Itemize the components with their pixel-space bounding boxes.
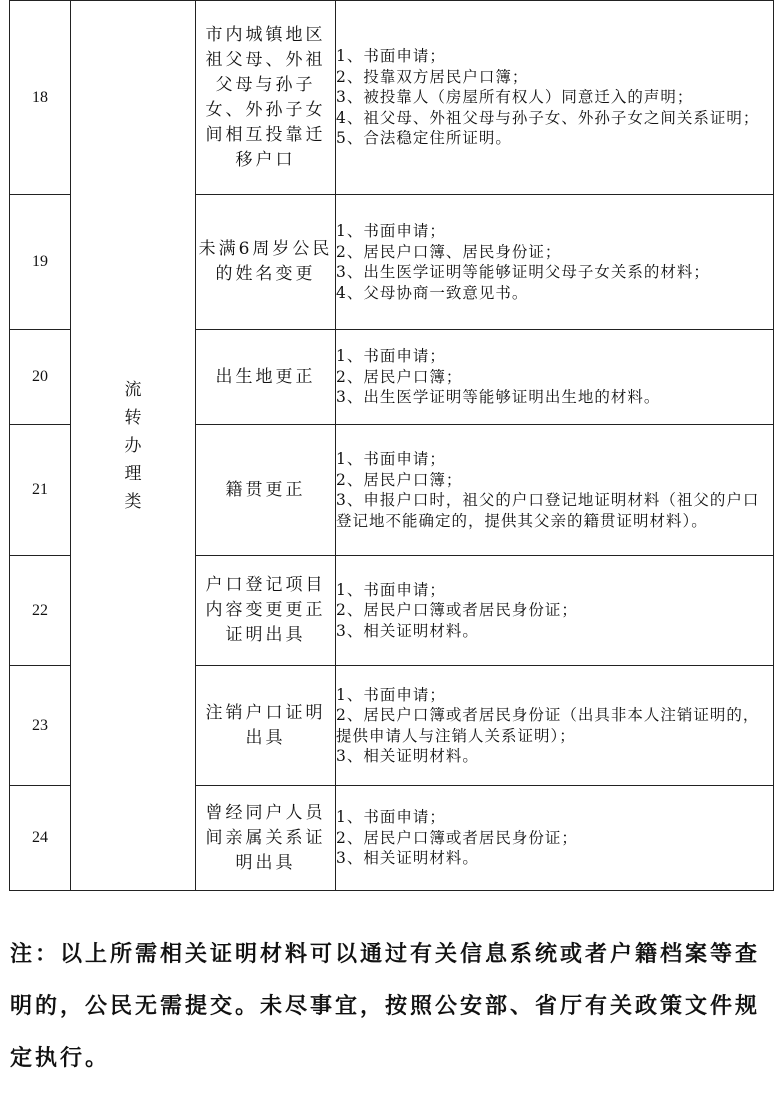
material-line: 5、合法稳定住所证明。 — [336, 129, 512, 148]
table-row — [10, 1, 774, 195]
policy-table — [9, 0, 774, 891]
item-cell — [196, 786, 336, 891]
item-cell — [196, 1, 336, 195]
item-name: 籍贯更正 — [225, 479, 306, 500]
material-line: 3、被投靠人（房屋所有权人）同意迁入的声明； — [336, 88, 694, 107]
row-number: 22 — [10, 556, 71, 666]
material-line: 1、书面申请； — [336, 685, 446, 704]
footnote: 注：以上所需相关证明材料可以通过有关信息系统或者户籍档案等查明的，公民无需提交。未尽事宜，按照公安部、省厅有关政策文件规定执行。 — [10, 941, 761, 1071]
material-line: 2、居民户口簿、居民身份证； — [336, 242, 562, 261]
material-line: 1、书面申请； — [336, 222, 446, 240]
material-line: 4、父母协商一致意见书。 — [336, 283, 529, 302]
material-line: 2、居民户口簿； — [336, 367, 463, 386]
material-line: 1、书面申请； — [336, 450, 446, 468]
item-name: 户口登记项目内容变更更正证明出具 — [205, 575, 326, 645]
material-line: 2、投靠双方居民户口簿； — [336, 67, 529, 86]
row-number: 24 — [10, 786, 71, 891]
material-line: 2、居民户口簿或者居民身份证； — [336, 601, 578, 620]
materials-cell — [336, 556, 774, 666]
materials-cell — [336, 425, 774, 556]
materials-cell — [336, 1, 774, 195]
item-cell — [196, 330, 336, 425]
material-line: 3、出生医学证明等能够证明父母子女关系的材料； — [336, 263, 710, 281]
item-name: 曾经同户人员间亲属关系证明出具 — [205, 802, 326, 873]
item-name: 出生地更正 — [215, 366, 316, 387]
material-line: 3、出生医学证明等能够证明出生地的材料。 — [336, 388, 661, 407]
row-number: 20 — [10, 330, 71, 425]
material-line: 2、居民户口簿； — [336, 470, 463, 489]
category-label: 流转办理类 — [124, 379, 142, 512]
material-line: 1、书面申请； — [336, 808, 446, 827]
materials-cell — [336, 195, 774, 330]
item-cell — [196, 666, 336, 786]
row-number: 21 — [10, 425, 71, 556]
row-number: 18 — [10, 1, 71, 195]
material-line: 1、书面申请； — [336, 347, 446, 366]
materials-cell — [336, 786, 774, 891]
row-number: 19 — [10, 195, 71, 330]
material-line: 1、书面申请； — [336, 47, 446, 66]
item-name: 市内城镇地区祖父母、外祖父母与孙子女、外孙子女间相互投靠迁移户口 — [205, 24, 326, 170]
row-number: 23 — [10, 666, 71, 786]
material-line: 3、申报户口时，祖父的户口登记地证明材料（祖父的户口登记地不能确定的，提供其父亲的籍贯证明材料）。 — [336, 491, 760, 530]
material-line: 2、居民户口簿或者居民身份证； — [336, 828, 578, 847]
material-line: 3、相关证明材料。 — [336, 747, 479, 765]
material-line: 4、祖父母、外祖父母与孙子女、外孙子女之间关系证明； — [336, 108, 760, 127]
materials-cell — [336, 666, 774, 786]
category-cell — [71, 1, 196, 891]
material-line: 1、书面申请； — [336, 580, 446, 599]
item-cell — [196, 195, 336, 330]
material-line: 3、相关证明材料。 — [336, 849, 479, 868]
material-line: 3、相关证明材料。 — [336, 621, 479, 640]
materials-cell — [336, 330, 774, 425]
item-cell — [196, 425, 336, 556]
item-cell — [196, 556, 336, 666]
material-line: 2、居民户口簿或者居民身份证（出具非本人注销证明的，提供申请人与注销人关系证明）； — [336, 706, 760, 745]
item-name: 注销户口证明出具 — [205, 702, 326, 748]
item-name: 未满6周岁公民的姓名变更 — [198, 239, 333, 284]
